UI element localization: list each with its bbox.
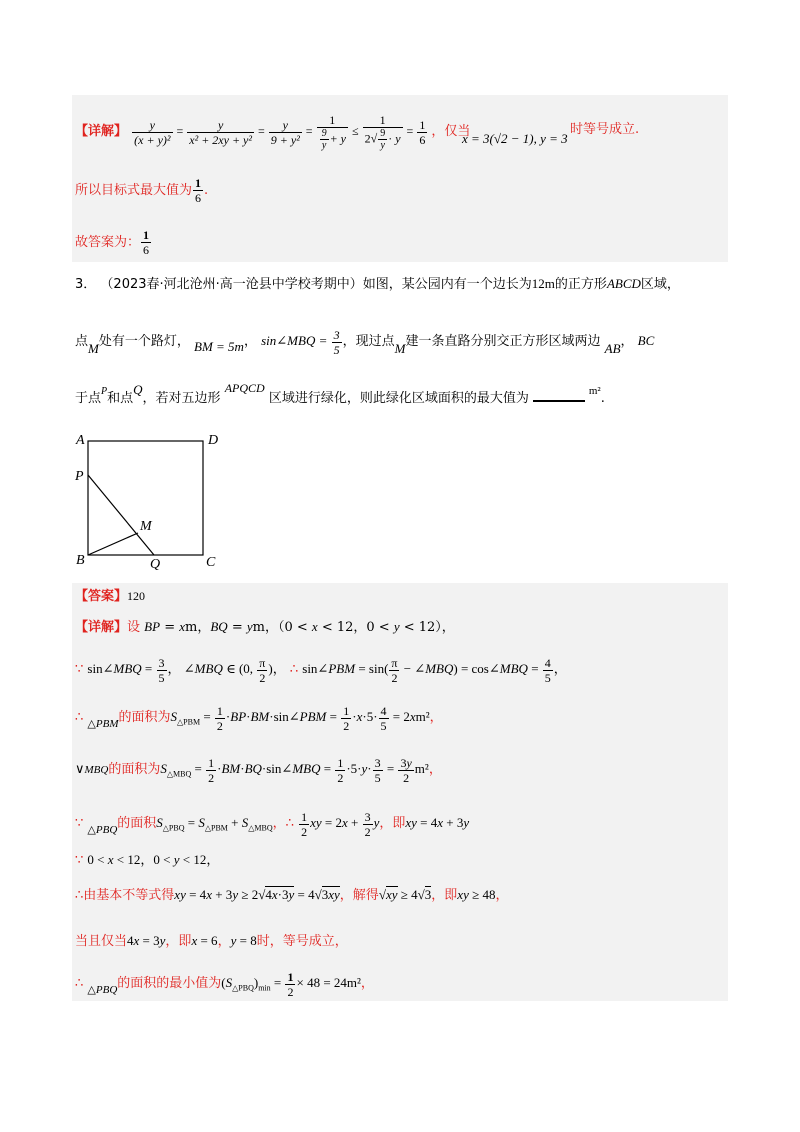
segment-bm bbox=[88, 533, 138, 555]
square-abcd bbox=[88, 441, 203, 555]
detail1-line1: 【详解】 $\frac{y}{\text{(x + y)²}}$ = $\frac{y}{\text{x² + 2xy + y²}}$ = $\frac{y}{\text{9 + y²}}$ = 1 $\frac{9}{y}$ + y ≤ 1 2√ $\frac{9}{y}$ · y = $\frac{1}{6}$ ，仅当 bbox=[75, 113, 471, 152]
square-figure bbox=[72, 430, 222, 570]
label-c: C bbox=[206, 555, 216, 570]
label-q: Q bbox=[150, 557, 161, 570]
solution-line-7: ∴由基本不等式得xy = 4x + 3y ≥ 2√4x·3y = 4√3xy，解得√xy ≥ 4√3，即xy ≥ 48， bbox=[75, 887, 509, 903]
answer-line: 【答案】120 bbox=[75, 589, 146, 604]
detail1-line2: 所以目标式最大值为 $\frac{1}{6}$ . bbox=[75, 176, 209, 205]
label-m: M bbox=[140, 519, 152, 534]
detail1-formula: $\frac{y}{\text{(x + y)²}}$ = $\frac{y}{\text{x² + 2xy + y²}}$ = $\frac{y}{\text{9 + y²}}$ = 1 $\frac{9}{y}$ + y ≤ 1 2√ $\frac{9}{y}$ · y = $\frac{1}{6}$ bbox=[134, 113, 426, 152]
label-p: P bbox=[75, 469, 84, 484]
solution-line-6: ∵ 0 < x < 12，0 < y < 12， bbox=[75, 852, 220, 868]
solution-line-5: ∵ $_{\triangle PBQ}$的面积$S_{\triangle PBQ} = S_{\triangle PBM} + S_{\triangle MBQ}$，∴ $\frac{1}{2}$ xy = 2x + $\frac{3}{2}$ y，即xy = 4x + 3y bbox=[75, 809, 470, 839]
problem3-line3: 于点$^P$和点Q，若对五边形 APQCD 区域进行绿化，则此绿化区域面积的最大值为 $^{m^2}$. bbox=[75, 381, 605, 406]
problem3-line1: 3． （2023春·河北沧州·高一沧县中学校考期中）如图，某公园内有一个边长为12m的正方形ABCD区域， bbox=[75, 276, 680, 292]
label-a: A bbox=[76, 433, 85, 448]
answer-blank bbox=[533, 400, 585, 402]
detail1-line3: 故答案为： $\frac{1}{6}$ bbox=[75, 228, 150, 257]
solution-line-9: ∴ $_{\triangle PBQ}$的面积的最小值为$(S_{\triangle PBQ})_{min}$ = $\frac{1}{2}$ × 48 = 24m²， bbox=[75, 969, 374, 999]
solution-line-2: ∵ sin∠MBQ = $\frac{3}{5}$ ， ∠MBQ ∈ (0, $\frac{\pi}{2}$ )， ∴ sin∠PBM = sin( $\frac{\pi}{2}$ − ∠MBQ) = cos∠MBQ = $\frac{4}{5}$ ， bbox=[75, 655, 567, 685]
label-b: B bbox=[76, 553, 85, 568]
problem3-line2: 点M处有一个路灯， BM = 5m， sin∠MBQ = $\frac{3}{5}$ ，现过点M建一条直路分别交正方形区域两边 AB， BC bbox=[75, 327, 655, 357]
detail1-condition: x = 3(√2 − 1), y = 3 bbox=[462, 131, 568, 146]
detail-tag: 【详解】 bbox=[75, 124, 128, 139]
solution-line-8: 当且仅当4x = 3y，即x = 6，y = 8时，等号成立， bbox=[75, 933, 348, 949]
solution-line-4: ∨MBQ的面积为$S_{\triangle MBQ}$ = $\frac{1}{2}$ ·BM·BQ·sin∠MBQ = $\frac{1}{2}$ ·5·y· $\frac{3}{5}$ = $\frac{3y}{2}$ m²， bbox=[75, 755, 442, 785]
solution-line-3: ∴ $_{\triangle PBM}$的面积为$S_{\triangle PBM}$ = $\frac{1}{2}$ ·BP·BM·sin∠PBM = $\frac{1}{2}$ ·x·5· $\frac{4}{5}$ = 2xm²， bbox=[75, 703, 443, 733]
segment-pq bbox=[88, 475, 154, 555]
problem3-sin: sin∠MBQ = $\frac{3}{5}$ bbox=[261, 327, 340, 357]
label-d: D bbox=[208, 433, 219, 448]
detail1-cond-suffix: 时等号成立. bbox=[570, 122, 640, 137]
solution-line-1: 【详解】设 BP = xm，BQ = ym，（0 < x < 12，0 < y < 12）， bbox=[75, 619, 455, 635]
